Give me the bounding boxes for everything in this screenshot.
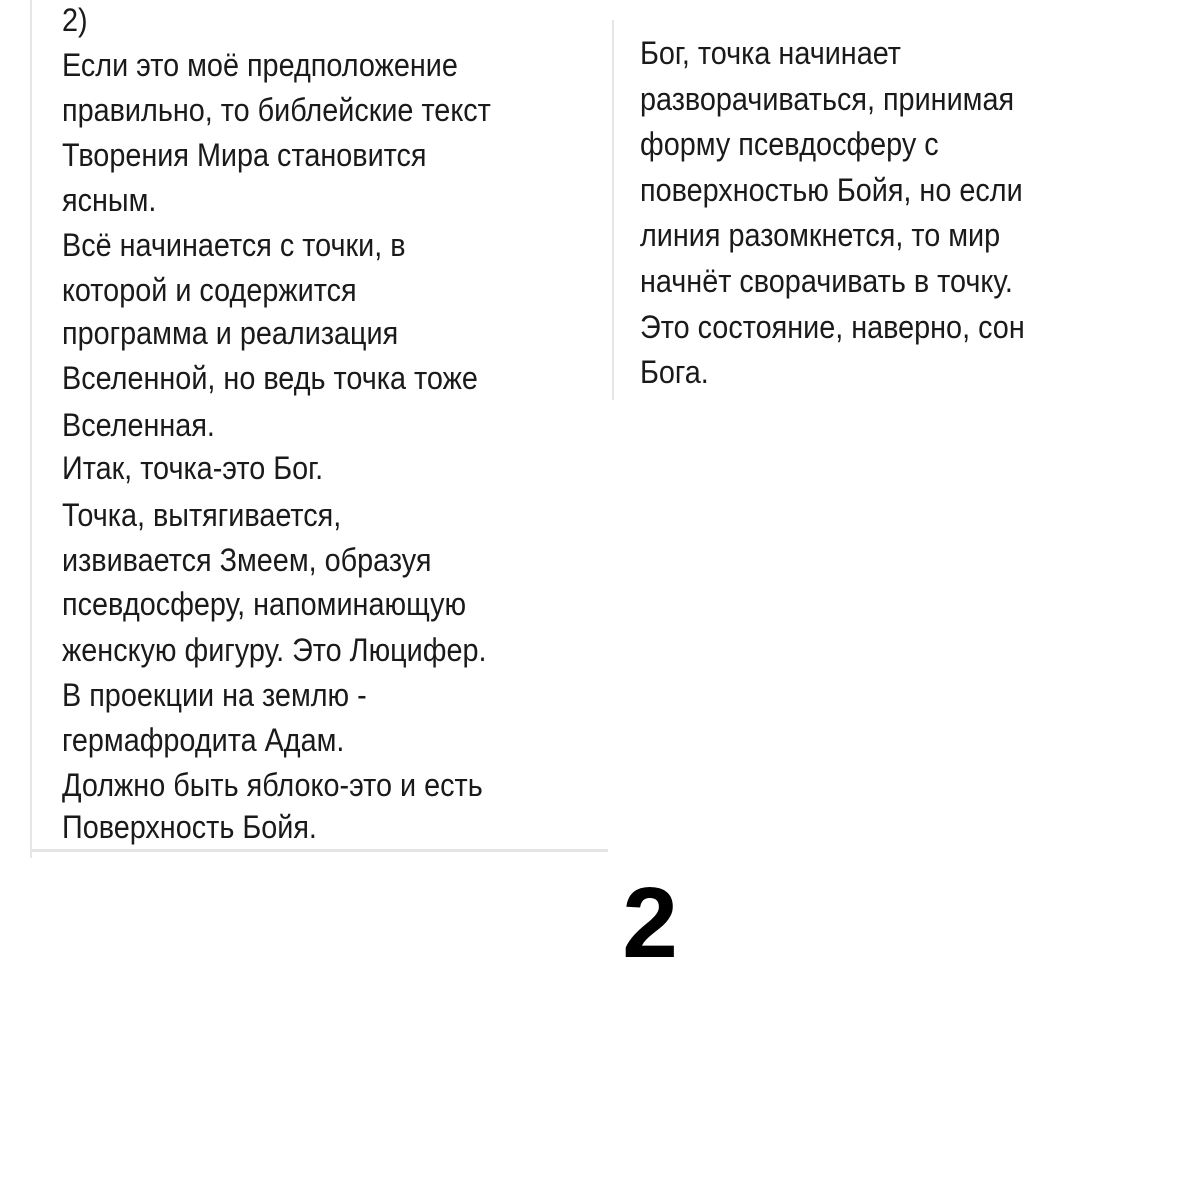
text-line: программа и реализация	[62, 315, 399, 351]
text-line: Итак, точка-это Бог.	[62, 450, 324, 486]
bottom-border	[30, 849, 608, 852]
text-line: правильно, то библейские текст	[62, 92, 491, 128]
text-line: Вселенной, но ведь точка тоже	[62, 360, 478, 396]
page-number: 2	[622, 867, 678, 979]
text-line: начнёт сворачивать в точку.	[640, 263, 1013, 299]
text-line: женскую фигуру. Это Люцифер.	[62, 632, 487, 668]
column-divider	[612, 20, 614, 400]
text-line: Точка, вытягивается,	[62, 497, 342, 533]
text-line: Поверхность Бойя.	[62, 809, 317, 845]
left-border	[30, 0, 32, 858]
text-line: разворачиваться, принимая	[640, 80, 1015, 117]
text-line: В проекции на землю -	[62, 677, 367, 713]
text-line: гермафродита Адам.	[62, 722, 345, 758]
text-line: 2)	[62, 2, 88, 38]
text-line: Это состояние, наверно, сон	[640, 308, 1025, 345]
text-line: Вселенная.	[62, 407, 215, 443]
text-line: Должно быть яблоко-это и есть	[62, 767, 483, 803]
text-line: ясным.	[62, 182, 157, 218]
text-line: извивается Змеем, образуя	[62, 542, 432, 578]
text-line: которой и содержится	[62, 272, 357, 308]
text-line: Всё начинается с точки, в	[62, 227, 406, 263]
text-line: форму псевдосферу с	[640, 126, 939, 163]
text-line: псевдосферу, напоминающую	[62, 586, 467, 622]
text-line: Бога.	[640, 354, 709, 391]
text-line: Бог, точка начинает	[640, 35, 901, 71]
text-line: Творения Мира становится	[62, 137, 427, 173]
text-line: Если это моё предположение	[62, 47, 458, 83]
text-line: поверхностью Бойя, но если	[640, 171, 1023, 208]
text-line: линия разомкнется, то мир	[640, 217, 1001, 254]
